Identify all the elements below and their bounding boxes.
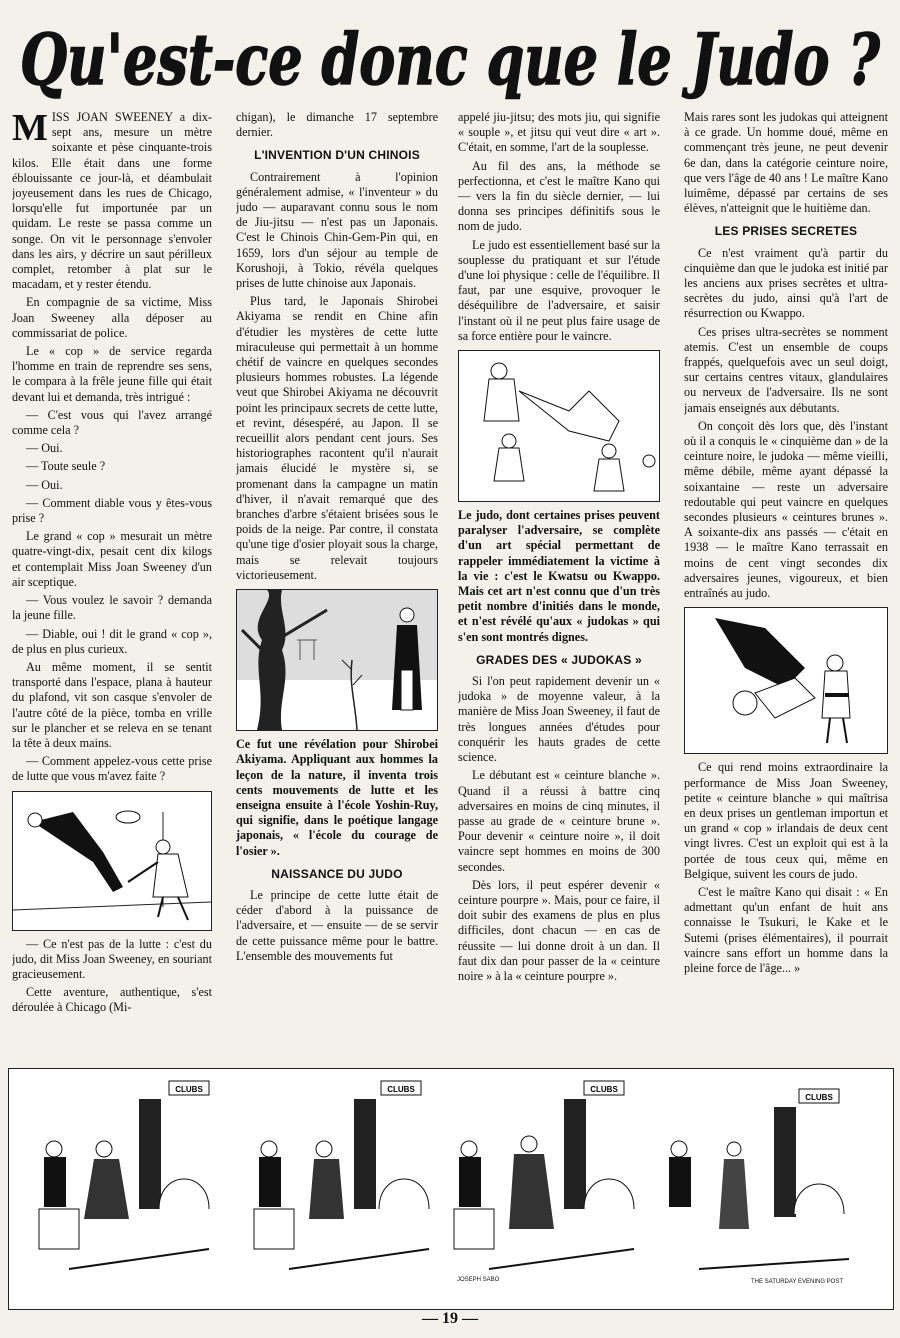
- col1-p9: — Vous voulez le savoir ? demanda la jeune fille.: [12, 593, 212, 623]
- illustration-tree-akiyama: [236, 589, 438, 731]
- col1-p7: — Comment diable vous y êtes-vous prise ?: [12, 495, 212, 526]
- illustration-judo-fight: [458, 350, 660, 502]
- column-3: [458, 110, 660, 1060]
- col3-p0: Au fil des ans, la méthode se perfectionna, et c'est le maître Kano qui — vers la fin du siècle dernier, — lui donna ses principes définitifs sous le nom de judo.: [458, 158, 660, 234]
- col3-intro: appelé jiu-jitsu; des mots jiu, qui signifie « souple », et jitsu qui veut dire « art ». C'était, en somme, l'art de la souplesse.: [458, 110, 660, 155]
- col1-p13: — Ce n'est pas de la lutte : c'est du judo, dit Miss Joan Sweeney, en souriant gracieusement.: [12, 936, 212, 981]
- col2-intro: chigan), le dimanche 17 septembre dernier.: [236, 110, 438, 140]
- col1-p14: Cette aventure, authentique, s'est déroulée à Chicago (Mi-: [12, 985, 212, 1015]
- col4-intro: Mais rares sont les judokas qui atteignent à ce grade. Un homme doué, même en commençant très jeune, ne peut devenir 6e dan, dans la catégorie ceinture noire, que vers l'âge de 40 ans ! Le maître Kano luimême, dépassé par certains de ses élèves, n'atteignit que le huitième dan.: [684, 110, 888, 216]
- col1-p11: Au même moment, il se sentit transporté dans l'espace, plana à hauteur du plafond, vit son casque s'envoler de l'autre côté de la pièce, tomba en vrille sur le plancher et se releva en se tenant la tête à deux mains.: [12, 659, 212, 750]
- col1-p6: — Oui.: [26, 477, 63, 492]
- col2-p2: Le principe de cette lutte était de céder d'abord à la puissance de l'adversaire, et — ensuite — de se servir de cette puissance même pour le battre. L'ensemble des mouvements fut: [236, 887, 438, 963]
- col3-caption: Le judo, dont certaines prises peuvent paralyser l'adversaire, se complète d'un art spécial permettant de rappeler immédiatement la victime à la vie : c'est le Kwatsu ou Kwappo. Mais cet art n'est connu que d'un très petit nombre d'initiés dans le monde, et n'est révélé qu'aux « judokas » qui s'en sont montrés dignes.: [458, 508, 660, 644]
- comic-strip: [8, 1068, 894, 1310]
- clubs-sign-1: CLUBS: [175, 1085, 203, 1094]
- page-title: [14, 6, 886, 106]
- heading-invention: L'INVENTION D'UN CHINOIS: [254, 148, 420, 163]
- col2-caption: Ce fut une révélation pour Shirobei Akiyama. Appliquant aux hommes la leçon de la nature, il inventa trois cents mouvements de lutte et les enseigna ensuite à l'école Yoshin-Ruy, qui signifie, dans le poétique langage japonais, « l'école du courage de l'osier ».: [236, 737, 438, 858]
- page-title-text: Qu'est-ce donc que le Judo ?: [20, 18, 881, 101]
- col1-p0: MISS JOAN SWEENEY a dix-sept ans, mesure un mètre soixante et pèse cinquante-trois kilos. Elle était dans une forme éblouissante ce jour-là, et déambulait joyeusement dans les rues de Chicago, lorsqu'elle fut importunée par un quidam. Le reste se passa comme un songe. On vit le personnage s'envoler dans les airs, y décrire un saut périlleux complet, retomber à plat sur le macadam, et y rester étendu.: [12, 110, 212, 292]
- col3-p2: Si l'on peut rapidement devenir un « judoka » de moyenne valeur, à la manière de Miss Joan Sweeney, il faut de très longues années d'études pour conquérir les hauts grades de cette science.: [458, 674, 660, 765]
- comic-panel-2: [254, 1081, 429, 1269]
- col2-p1: Plus tard, le Japonais Shirobei Akiyama se rendit en Chine afin d'étudier les mystères de cette lutte miraculeuse qui permettait à un homme chétif de vaincre en quelques secondes plusieurs hommes robustes. La légende veut que Shirobei Akiyama ne découvrit point les principaux secrets de cette lutte, et revint, désespéré, au Japon. Il se recueillit alors pendant cent jours. Ses historiographes racontent qu'il n'aurait jamais élucidé le mystère si, se promenant dans la campagne un matin d'hiver, il n'avait remarqué que des branches d'arbre s'étaient brisées sous le poids de la neige. Par contre, il constata qu'une tige d'osier ployait sous la charge, mais se relevait toujours victorieusement.: [236, 294, 438, 582]
- clubs-sign-3: CLUBS: [590, 1085, 618, 1094]
- col3-p3: Le débutant est « ceinture blanche ». Quand il a réussi à battre cinq adversaires en moins de cinq minutes, il passe au grade de « ceinture brune ». Pour devenir « ceinture noire », il doit vaincre sept hommes en moins de 300 secondes.: [458, 768, 660, 874]
- col3-p4: Dès lors, il peut espérer devenir « ceinture pourpre ». Mais, pour ce faire, il doit subir des examens de plus en plus difficiles, dont chacun — en cas de réussite — lui donne droit à un dan. Il faut dix dan pour passer de la « ceinture noire » à la « ceinture pourpre ».: [458, 877, 660, 983]
- col1-p1: En compagnie de sa victime, Miss Joan Sweeney alla déposer au commissariat de police.: [12, 295, 212, 340]
- col1-p8: Le grand « cop » mesurait un mètre quatre-vingt-dix, pesait cent dix kilogs et contemplait Miss Joan Sweeney d'un air sceptique.: [12, 529, 212, 589]
- col2-p0: Contrairement à l'opinion généralement admise, « l'inventeur » du judo — auparavant connu sous le nom de Jiu-jitsu — n'est pas un Japonais. C'est le Chinois Chin-Gem-Pin qui, en 1659, lors d'un séjour au temple de Korushoji, à Tokio, révéla quelques prises de lutte chinoise aux Japonais.: [236, 169, 438, 291]
- col3-p1: Le judo est essentiellement basé sur la souplesse du pratiquant et sur l'étude d'une loi physique : celle de l'équilibre. Il faut, par une esquive, provoquer le déséquilibre de l'adversaire, et saisir l'instant où il ne peut plus faire usage de sa force entière pour le vaincre.: [458, 237, 660, 343]
- column-4: [684, 110, 888, 1060]
- col4-p4: C'est le maître Kano qui disait : « En admettant qu'un enfant de huit ans connaisse le Tsukuri, le Kake et le Sutemi (prises élémentaires), il pourrait vaincre sans effort un homme dans la pleine force de l'âge... »: [684, 884, 888, 975]
- clubs-sign-4: CLUBS: [805, 1093, 833, 1102]
- col1-p12: — Comment appelez-vous cette prise de lutte que vous m'avez faite ?: [12, 754, 212, 784]
- credit-left: JOSEPH SABO: [457, 1277, 500, 1283]
- heading-grades: GRADES DES « JUDOKAS »: [476, 652, 642, 667]
- column-1: [12, 110, 212, 1060]
- page-number: — 19 —: [422, 1310, 478, 1327]
- col1-p5: — Toute seule ?: [26, 459, 106, 474]
- col4-p2: On conçoit dès lors que, dès l'instant où il a conquis le « cinquième dan » de la ceinture noire, le judoka — même vieilli, même débile, même ayant dépassé la soixantaine — reste un adversaire redoutable qui peut vaincre en quelques secondes plusieurs « ceintures brunes ». A soixante-dix ans passés — c'était en 1938 — le maître Kano terrassait en moins de cent vingt secondes dix adversaires jeunes, vigoureux, et bien entraînés au judo.: [684, 418, 888, 601]
- col4-p0: Ce n'est vraiment qu'à partir du cinquième dan que le judoka est initié par les anciens aux prises secrètes et ultra-secrètes du judo, ainsi qu'à l'art de résurrection ou Kwappo.: [684, 245, 888, 321]
- comic-panel-1: [39, 1081, 209, 1269]
- illustration-kano-throw: [684, 607, 888, 754]
- comic-panel-3: [454, 1081, 634, 1269]
- column-2: [236, 110, 438, 1060]
- col4-p1: Ces prises ultra-secrètes se nomment atemis. C'est un ensemble de coups frappés, quelquefois avec un seul doigt, sur certains centres vitaux, glandulaires ou nerveux de l'adversaire. Ils ne sont jamais enseignés aux débutants.: [684, 324, 888, 415]
- col1-p2: Le « cop » de service regarda l'homme en train de reprendre ses sens, le compara à la frêle jeune fille qui était devant lui et demanda, très intrigué :: [12, 344, 212, 404]
- col1-p4: — Oui.: [26, 441, 63, 456]
- heading-prises: LES PRISES SECRETES: [714, 224, 858, 239]
- comic-panel-4: [669, 1089, 849, 1269]
- credit-right: THE SATURDAY EVENING POST: [751, 1279, 844, 1285]
- drop-cap: M: [12, 110, 48, 149]
- col1-p3: — C'est vous qui l'avez arrangé comme cela ?: [12, 407, 212, 438]
- clubs-sign-2: CLUBS: [387, 1085, 415, 1094]
- col1-p10: — Diable, oui ! dit le grand « cop », de plus en plus curieux.: [12, 626, 212, 656]
- illustration-cop-thrown: [12, 791, 212, 931]
- heading-naissance: NAISSANCE DU JUDO: [271, 866, 403, 881]
- col4-p3: Ce qui rend moins extraordinaire la performance de Miss Joan Sweeney, petite « ceinture blanche » qui maîtrisa en deux prises un gentleman importun et un grand « cop » irlandais de deux cent vingt livres. C'est un exploit qui est à la portée de tous ceux qui, même en Belgique, suivent les cours de judo.: [684, 760, 888, 881]
